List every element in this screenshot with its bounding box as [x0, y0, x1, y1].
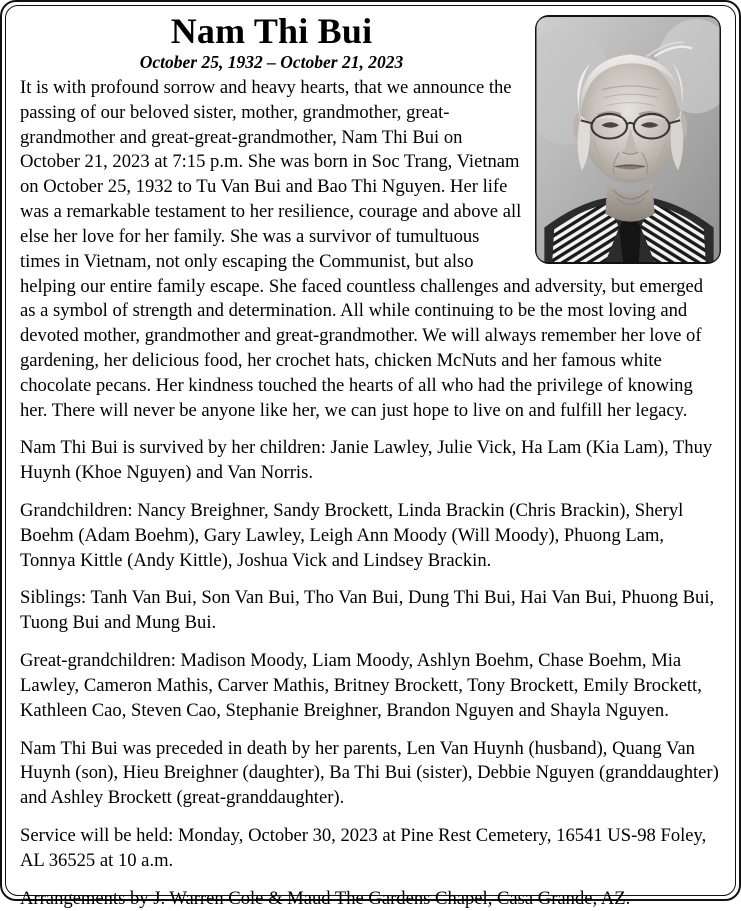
great-grandchildren-list: Great-grandchildren: Madison Moody, Liam Moody, Ashlyn Boehm, Chase Boehm, Mia Lawley, Cameron Mathis, Carver Mathis, Britney Brockett, Tony Brockett, Emily Brockett, Kathleen Cao, Steven Cao, Stephanie Breighner, Brandon Nguyen and Shayla Nguyen. [20, 650, 702, 721]
portrait-photo-frame [535, 15, 721, 264]
obituary-paragraph-main: It is with profound sorrow and heavy hearts, that we announce the passing of our beloved sister, mother, grandmother, great-grandmother and great-great-grandmother, Nam Thi Bui on October 21, 2023 at 7:15 p.m. She was born in Soc Trang, Vietnam on October 25, 1932 to Tu Van Bui and Bao Thi Nguyen. Her life was a remarkable testament to her resilience, courage and above all else her love for her family. She was a survivor of tumultuous times in Vietnam, not only escaping the Communist, but also helping our entire family escape. She faced countless challenges and adversity, but emerged as a symbol of strength and determination. All while continuing to be the most loving and devoted mother, grandmother and great-grandmother. We will always remember her love of gardening, her delicious food, her crochet hats, chicken McNuts and her famous white chocolate pecans. Her kindness touched the hearts of all who had the privilege of knowing her. There will never be anyone like her, we can just hope to live on and fulfill her legacy. [20, 77, 704, 421]
funeral-home-arrangements: Arrangements by J. Warren Cole & Maud The Gardens Chapel, Casa Grande, AZ. [20, 887, 631, 909]
service-details: Service will be held: Monday, October 30, 2023 at Pine Rest Cemetery, 16541 US-98 Foley, AL 36525 at 10 a.m. [20, 824, 707, 871]
portrait-photo [537, 17, 719, 262]
siblings-list: Siblings: Tanh Van Bui, Son Van Bui, Tho Van Bui, Dung Thi Bui, Hai Van Bui, Phuong Bui, Tuong Bui and Mung Bui. [20, 587, 715, 634]
deceased-name: Nam Thi Bui [170, 11, 373, 51]
preceded-in-death-list: Nam Thi Bui was preceded in death by her parents, Len Van Huynh (husband), Quang Van Huynh (son), Hieu Breighner (daughter), Ba Thi Bui (sister), Debbie Nguyen (granddaughter) and Ashley Brockett (great-granddaughter). [20, 737, 719, 809]
obituary-notice-inner-frame [5, 5, 736, 909]
survived-by-children: Nam Thi Bui is survived by her children: Janie Lawley, Julie Vick, Ha Lam (Kia Lam), Thuy Huynh (Khoe Nguyen) and Van Norris. [20, 437, 713, 484]
life-dates: October 25, 1932 – October 21, 2023 [139, 51, 404, 72]
grandchildren-list: Grandchildren: Nancy Breighner, Sandy Brockett, Linda Brackin (Chris Brackin), Sheryl Boehm (Adam Boehm), Gary Lawley, Leigh Ann Moody (Will Moody), Phuong Lam, Tonnya Kittle (Andy Kittle), Joshua Vick and Lindsey Brackin. [20, 500, 684, 571]
